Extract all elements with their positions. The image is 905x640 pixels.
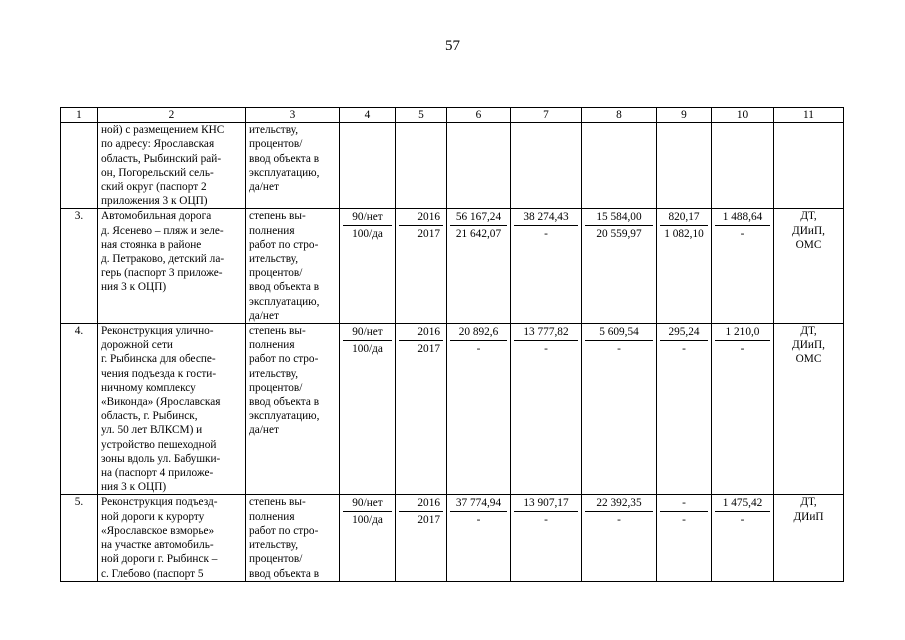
indicator-cell-line: ительству, <box>249 124 299 137</box>
object-name-cell-line: он, Погорельский сель- <box>101 166 214 179</box>
object-name-cell <box>98 209 246 324</box>
value-c5: 2016 <box>399 209 443 226</box>
table-body <box>61 108 844 582</box>
value-c7: - <box>544 343 548 356</box>
indicator-cell-line: полнения <box>249 510 295 523</box>
header-row <box>61 108 844 123</box>
value-c8: 20 559,97 <box>596 228 642 241</box>
value-cell-c9 <box>657 495 712 581</box>
header-cell: 3 <box>246 108 340 123</box>
value-c5: 2017 <box>417 343 440 356</box>
value-c7: - <box>544 514 548 527</box>
object-name-cell-line: д. Петраково, детский ла- <box>101 253 225 266</box>
indicator-cell-line: ввод объекта в <box>249 567 320 580</box>
object-name-cell-line: ния 3 к ОЦП) <box>101 281 167 294</box>
table-row <box>61 324 844 495</box>
header-cell: 7 <box>511 108 582 123</box>
object-name-cell-line: «Виконда» (Ярославская <box>101 396 221 409</box>
object-name-cell-line: на участке автомобиль- <box>101 539 214 552</box>
row-number-cell: 3. <box>61 209 98 324</box>
header-cell: 2 <box>98 108 246 123</box>
value-c10: 1 475,42 <box>715 495 770 512</box>
funding-sources-cell-line: ДИиП <box>793 510 824 523</box>
object-name-cell-line: ский округ (паспорт 2 <box>101 181 207 194</box>
indicator-cell-line: да/нет <box>249 309 279 322</box>
value-c6: - <box>476 514 481 527</box>
value-cell-c6 <box>447 209 511 324</box>
value-cell-c4 <box>340 495 396 581</box>
value-c8: - <box>617 343 621 356</box>
object-name-cell-line: дорожной сети <box>101 339 173 352</box>
indicator-cell-line: процентов/ <box>249 267 303 280</box>
indicator-cell-line: процентов/ <box>249 381 303 394</box>
row-number-cell: 4. <box>61 324 98 495</box>
indicator-cell-line: ввод объекта в <box>249 281 320 294</box>
value-cell-c4 <box>340 209 396 324</box>
value-c5: 2017 <box>417 228 440 241</box>
object-name-cell-line: ной дороги к курорту <box>101 510 205 523</box>
value-c9: - <box>682 514 686 527</box>
object-name-cell-line: Реконструкция улично- <box>101 325 214 338</box>
value-cell-c5 <box>396 209 447 324</box>
value-c4: 100/да <box>352 514 383 527</box>
table-row <box>61 495 844 581</box>
value-cell-c8 <box>582 209 657 324</box>
indicator-cell-line: ввод объекта в <box>249 152 320 165</box>
header-cell: 5 <box>396 108 447 123</box>
object-name-cell-line: герь (паспорт 3 приложе- <box>101 267 223 280</box>
value-c8: 22 392,35 <box>585 495 653 512</box>
value-c8: - <box>617 514 621 527</box>
object-name-cell-line: приложения 3 к ОЦП) <box>101 195 208 208</box>
table-row <box>61 209 844 324</box>
value-cell-c9 <box>657 209 712 324</box>
value-c10: 1 210,0 <box>715 324 770 341</box>
indicator-cell <box>246 209 340 324</box>
value-c7: 13 777,82 <box>514 324 578 341</box>
value-cell-c8 <box>582 495 657 581</box>
value-cell-c4 <box>340 324 396 495</box>
object-name-cell-line: с. Глебово (паспорт 5 <box>101 567 204 580</box>
funding-sources-cell-line: ДТ, <box>800 325 817 338</box>
funding-sources-cell <box>774 209 844 324</box>
row-number-cell: 5. <box>61 495 98 581</box>
object-name-cell-line: ния 3 к ОЦП) <box>101 481 167 494</box>
value-c10: - <box>740 514 745 527</box>
object-name-cell-line: Автомобильная дорога <box>101 210 212 223</box>
value-c8: 5 609,54 <box>585 324 653 341</box>
empty-cell <box>340 123 396 209</box>
table-row-continued <box>61 123 844 209</box>
funding-sources-cell-line: ДТ, <box>800 496 817 509</box>
value-cell-c8 <box>582 324 657 495</box>
value-c4: 90/нет <box>343 324 392 341</box>
value-c9: - <box>660 495 708 512</box>
object-name-cell-line: Реконструкция подъезд- <box>101 496 218 509</box>
indicator-cell-line: полнения <box>249 339 295 352</box>
funding-sources-cell-line: ДИиП, <box>792 339 825 352</box>
value-cell-c6 <box>447 324 511 495</box>
object-name-cell-line: область, Рыбинский рай- <box>101 152 222 165</box>
object-name-cell-line: ной) с размещением КНС <box>101 124 225 137</box>
funding-sources-cell <box>774 324 844 495</box>
value-cell-c5 <box>396 324 447 495</box>
row-number-cell <box>61 123 98 209</box>
value-cell-c7 <box>511 209 582 324</box>
value-c10: - <box>740 343 745 356</box>
value-c5: 2017 <box>417 514 440 527</box>
value-c6: 37 774,94 <box>450 495 507 512</box>
value-cell-c10 <box>712 209 774 324</box>
empty-cell <box>712 123 774 209</box>
object-name-cell-line: ной дороги г. Рыбинск – <box>101 553 218 566</box>
value-cell-c10 <box>712 324 774 495</box>
value-cell-c10 <box>712 495 774 581</box>
indicator-cell-line: работ по стро- <box>249 238 319 251</box>
object-name-cell-line: д. Ясенево – пляж и зеле- <box>101 224 224 237</box>
value-cell-c7 <box>511 324 582 495</box>
value-c6: 56 167,24 <box>450 209 507 226</box>
empty-cell <box>774 123 844 209</box>
object-name-cell <box>98 324 246 495</box>
header-cell: 8 <box>582 108 657 123</box>
value-c9: 820,17 <box>660 209 708 226</box>
funding-sources-cell-line: ДИиП, <box>792 224 825 237</box>
indicator-cell-line: эксплуатацию, <box>249 166 320 179</box>
indicator-cell-line: процентов/ <box>249 138 303 151</box>
indicator-cell-line: работ по стро- <box>249 524 319 537</box>
value-c8: 15 584,00 <box>585 209 653 226</box>
value-c4: 90/нет <box>343 495 392 512</box>
header-cell: 10 <box>712 108 774 123</box>
value-c5: 2016 <box>399 324 443 341</box>
value-c9: 295,24 <box>660 324 708 341</box>
indicator-cell-line: ввод объекта в <box>249 396 320 409</box>
indicator-cell <box>246 123 340 209</box>
indicator-cell-line: работ по стро- <box>249 353 319 366</box>
funding-sources-cell-line: ОМС <box>795 353 822 366</box>
program-table <box>60 107 844 582</box>
page-number: 57 <box>445 38 460 54</box>
empty-cell <box>511 123 582 209</box>
value-cell-c6 <box>447 495 511 581</box>
value-c9: 1 082,10 <box>664 228 704 241</box>
value-c10: - <box>740 228 745 241</box>
object-name-cell <box>98 495 246 581</box>
indicator-cell-line: степень вы- <box>249 210 306 223</box>
value-c4: 90/нет <box>343 209 392 226</box>
value-c6: 20 892,6 <box>450 324 507 341</box>
value-cell-c9 <box>657 324 712 495</box>
funding-sources-cell-line: ОМС <box>795 238 822 251</box>
object-name-cell <box>98 123 246 209</box>
object-name-cell-line: по адресу: Ярославская <box>101 138 215 151</box>
funding-sources-cell <box>774 495 844 581</box>
value-c7: 38 274,43 <box>514 209 578 226</box>
indicator-cell <box>246 324 340 495</box>
empty-cell <box>447 123 511 209</box>
indicator-cell-line: ительству, <box>249 367 299 380</box>
value-c6: 21 642,07 <box>455 228 502 241</box>
object-name-cell-line: г. Рыбинска для обеспе- <box>101 353 216 366</box>
value-c7: 13 907,17 <box>514 495 578 512</box>
value-c6: - <box>476 343 481 356</box>
indicator-cell-line: полнения <box>249 224 295 237</box>
object-name-cell-line: на (паспорт 4 приложе- <box>101 467 214 480</box>
value-c5: 2016 <box>399 495 443 512</box>
indicator-cell-line: ительству, <box>249 253 299 266</box>
value-c4: 100/да <box>352 228 383 241</box>
object-name-cell-line: чения подъезда к гости- <box>101 367 217 380</box>
value-c10: 1 488,64 <box>715 209 770 226</box>
indicator-cell-line: эксплуатацию, <box>249 410 320 423</box>
value-c9: - <box>682 343 686 356</box>
value-c4: 100/да <box>352 343 383 356</box>
header-cell: 1 <box>61 108 98 123</box>
indicator-cell-line: степень вы- <box>249 325 306 338</box>
value-cell-c5 <box>396 495 447 581</box>
object-name-cell-line: зоны вдоль ул. Бабушки- <box>101 452 221 465</box>
indicator-cell-line: степень вы- <box>249 496 306 509</box>
object-name-cell-line: устройство пешеходной <box>101 438 217 451</box>
indicator-cell-line: процентов/ <box>249 553 303 566</box>
object-name-cell-line: ная стоянка в районе <box>101 238 202 251</box>
indicator-cell-line: ительству, <box>249 539 299 552</box>
object-name-cell-line: ничному комплексу <box>101 381 196 394</box>
funding-sources-cell-line: ДТ, <box>800 210 817 223</box>
empty-cell <box>396 123 447 209</box>
indicator-cell <box>246 495 340 581</box>
value-c7: - <box>544 228 548 241</box>
object-name-cell-line: «Ярославское взморье» <box>101 524 215 537</box>
header-cell: 4 <box>340 108 396 123</box>
header-cell: 6 <box>447 108 511 123</box>
header-cell: 11 <box>774 108 844 123</box>
object-name-cell-line: область, г. Рыбинск, <box>101 410 198 423</box>
indicator-cell-line: да/нет <box>249 424 279 437</box>
indicator-cell-line: эксплуатацию, <box>249 295 320 308</box>
object-name-cell-line: ул. 50 лет ВЛКСМ) и <box>101 424 203 437</box>
indicator-cell-line: да/нет <box>249 181 279 194</box>
empty-cell <box>657 123 712 209</box>
value-cell-c7 <box>511 495 582 581</box>
header-cell: 9 <box>657 108 712 123</box>
empty-cell <box>582 123 657 209</box>
